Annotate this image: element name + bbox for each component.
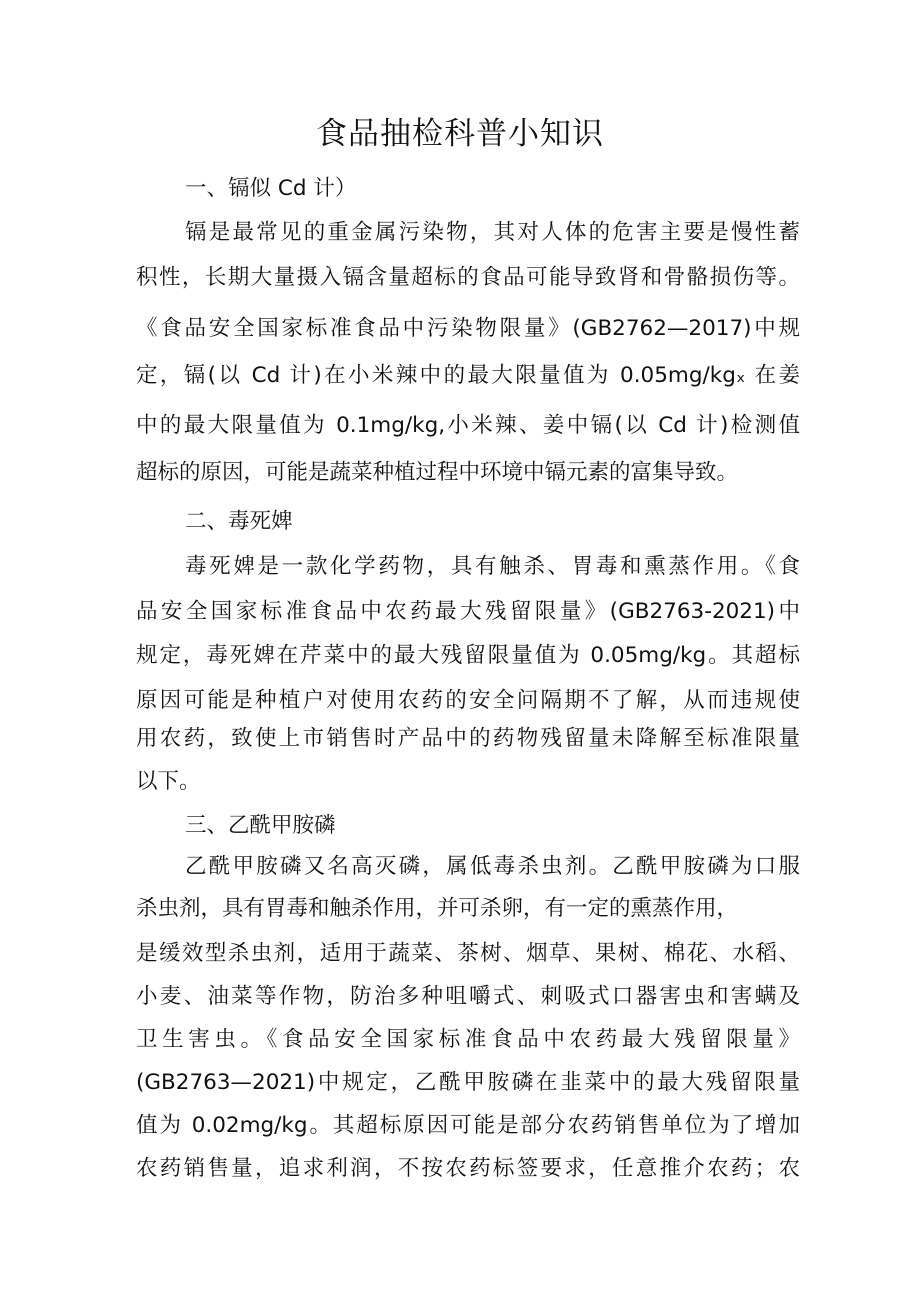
paragraph-line: 定，镉(以 Cd 计)在小米辣中的最大限量值为 0.05mg∕kgₓ 在姜 <box>136 363 800 388</box>
paragraph-line: 毒死婢是一款化学药物，具有触杀、胃毒和熏蒸作用。《食 <box>185 554 800 579</box>
paragraph-line: 规定，毒死婢在芹菜中的最大残留限量值为 0.05mg∕kg。其超标 <box>136 643 800 668</box>
paragraph-line: 农药销售量，追求利润，不按农药标签要求，任意推介农药；农 <box>136 1156 800 1181</box>
paragraph-line: 是缓效型杀虫剂，适用于蔬菜、茶树、烟草、果树、棉花、水稻、 <box>136 941 800 966</box>
paragraph-line: 杀虫剂，具有胃毒和触杀作用，并可杀卵，有一定的熏蒸作用， <box>136 896 739 921</box>
paragraph-line: 品安全国家标准食品中农药最大残留限量》(GB2763-2021)中 <box>136 599 800 624</box>
paragraph-line: 积性，长期大量摄入镉含量超标的食品可能导致肾和骨骼损伤等。 <box>136 265 800 290</box>
paragraph-line: 小麦、油菜等作物，防治多种咀嚼式、刺吸式口器害虫和害螨及 <box>136 984 800 1009</box>
paragraph-line: 值为 0.02mg∕kg。其超标原因可能是部分农药销售单位为了增加 <box>136 1113 800 1138</box>
paragraph-line: 镉是最常见的重金属污染物，其对人体的危害主要是慢性蓄 <box>185 220 800 245</box>
paragraph-line: 用农药，致使上市销售时产品中的药物残留量未降解至标准限量 <box>136 726 800 751</box>
section-heading-acephate: 三、乙酰甲胺磷 <box>185 813 336 838</box>
paragraph-line: (GB2763—2021)中规定，乙酰甲胺磷在韭菜中的最大残留限量 <box>136 1070 800 1095</box>
paragraph-line: 卫生害虫。《食品安全国家标准食品中农药最大残留限量》 <box>136 1027 800 1052</box>
document-title: 食品抽检科普小知识 <box>316 116 604 152</box>
section-heading-cadmium: 一、镉似 Cd 计） <box>185 176 357 201</box>
paragraph-line: 乙酰甲胺磷又名高灭磷，属低毒杀虫剂。乙酰甲胺磷为口服 <box>185 854 800 879</box>
paragraph-line: 原因可能是种植户对使用农药的安全问隔期不了解，从而违规使 <box>136 688 800 713</box>
paragraph-line: 超标的原因，可能是蔬菜种植过程中环境中镉元素的富集导致。 <box>136 460 739 485</box>
paragraph-line: 《食品安全国家标准食品中污染物限量》(GB2762—2017)中规 <box>136 316 800 341</box>
paragraph-line: 中的最大限量值为 0.1mg∕kg,小米辣、姜中镉(以 Cd 计)检测值 <box>136 413 800 438</box>
paragraph-line: 以下。 <box>136 769 201 794</box>
section-heading-chlorpyrifos: 二、毒死婢 <box>185 509 293 534</box>
